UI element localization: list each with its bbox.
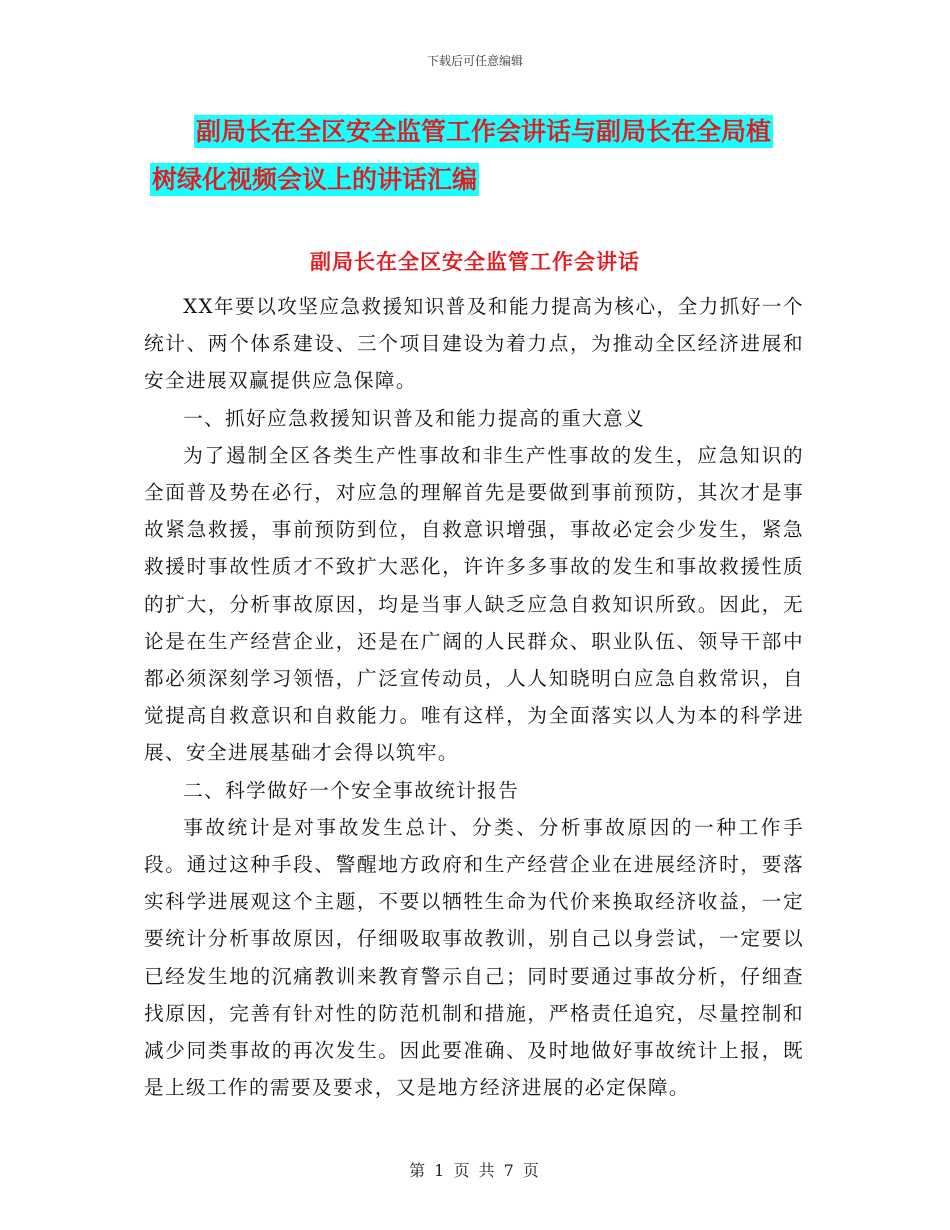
heading-2: 二、科学做好一个安全事故统计报告	[183, 778, 520, 802]
document-title	[150, 108, 840, 204]
title-highlight-2: 树绿化视频会议上的讲话汇编	[152, 165, 478, 194]
paragraph-2: 事故统计是对事故发生总计、分类、分析事故原因的一种工作手段。通过这种手段、警醒地方政府和生产经营企业在进展经济时，要落实科学进展观这个主题，不要以牺牲生命为代价来换取经济收益，一定要统计分析事故原因，仔细吸取事故教训，别自己以身尝试，一定要以已经发生地的沉痛教训来教育警示自己；同时要通过事故分析，仔细查找原因，完善有针对性的防范机制和措施，严格责任追究，尽量控制和减少同类事故的再次发生。因此要准确、及时地做好事故统计上报，既是上级工作的需要及要求，又是地方经济进展的必定保障。	[144, 815, 804, 1100]
document-title-line-2	[150, 156, 840, 204]
section-title: 副局长在全区安全监管工作会讲话	[310, 250, 640, 274]
document-title-line-1	[150, 108, 840, 156]
body-text	[144, 288, 804, 1106]
paragraph-intro: XX年要以攻坚应急救援知识普及和能力提高为核心，全力抓好一个统计、两个体系建设、三个项目建设为着力点，为推动全区经济进展和安全进展双赢提供应急保障。	[144, 295, 804, 393]
paragraph-1: 为了遏制全区各类生产性事故和非生产性事故的发生，应急知识的全面普及势在必行，对应急的理解首先是要做到事前预防，其次才是事故紧急救援，事前预防到位，自救意识增强，事故必定会少发生，紧急救援时事故性质才不致扩大恶化，许许多多事故的发生和事故救援性质的扩大，分析事故原因，均是当事人缺乏应急自救知识所致。因此，无论是在生产经营企业，还是在广阔的人民群众、职业队伍、领导干部中都必须深刻学习领悟，广泛宣传动员，人人知晓明白应急自救常识，自觉提高自救意识和自救能力。唯有这样，为全面落实以人为本的科学进展、安全进展基础才会得以筑牢。	[144, 443, 804, 765]
header-note: 下载后可任意编辑	[426, 54, 523, 68]
title-highlight-1: 副局长在全区安全监管工作会讲话与副局长在全局植	[196, 117, 772, 146]
page-footer: 第 1 页 共 7 页	[409, 1161, 541, 1180]
heading-1: 一、抓好应急救援知识普及和能力提高的重大意义	[183, 406, 646, 430]
